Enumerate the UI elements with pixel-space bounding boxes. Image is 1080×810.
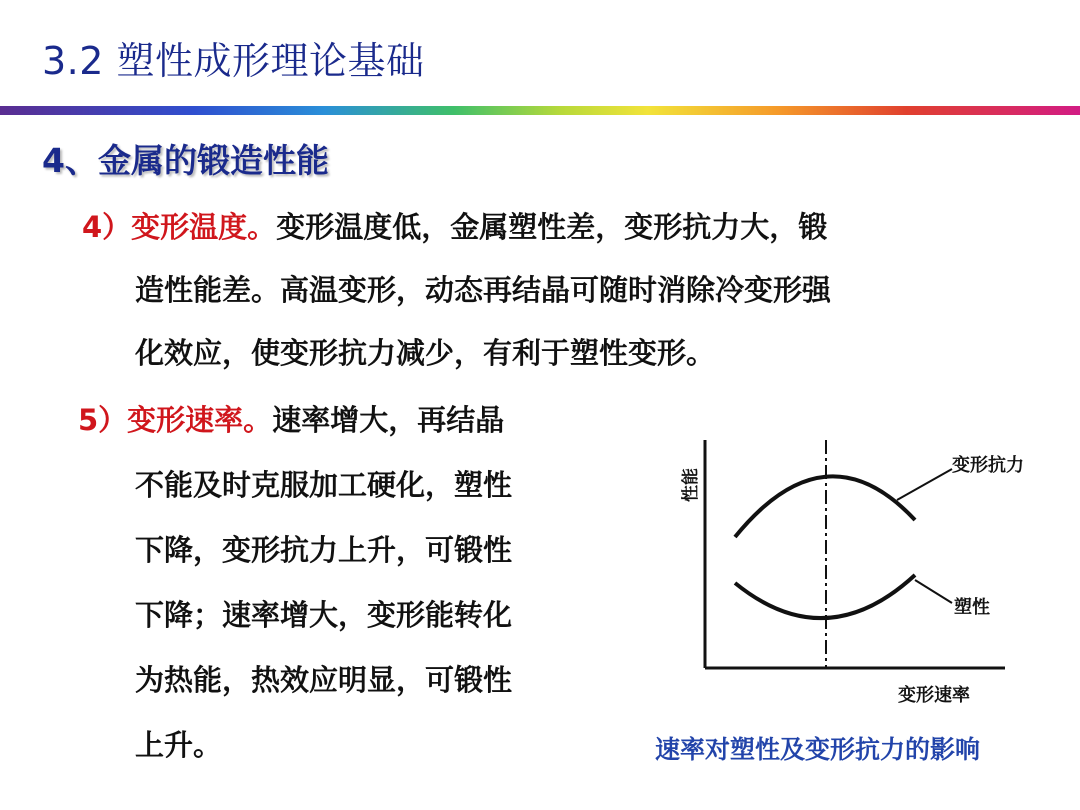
- rainbow-divider: [0, 106, 1080, 115]
- point-4-line-1: [82, 205, 827, 246]
- page-title: 3.2 塑性成形理论基础: [42, 39, 425, 83]
- rate-effect-diagram: [660, 425, 1060, 715]
- point-5-line-2: 不能及时克服加工硬化，塑性: [135, 468, 513, 502]
- point-4-label: 4）变形温度。: [82, 210, 277, 244]
- figure-caption: 速率对塑性及变形抗力的影响: [655, 735, 981, 764]
- point-4-line-2: 造性能差。高温变形，动态再结晶可随时消除冷变形强: [135, 273, 832, 307]
- section-heading: 4、金属的锻造性能: [42, 141, 329, 180]
- x-axis-label: 变形速率: [898, 685, 970, 706]
- point-5-line-4: 下降；速率增大，变形能转化: [135, 598, 513, 632]
- point-5-line-1: [78, 398, 504, 439]
- point-4-text-1: 变形温度低，金属塑性差，变形抗力大，锻: [276, 210, 828, 244]
- lower-curve-label: 塑性: [954, 597, 990, 618]
- point-4-line-3: 化效应，使变形抗力减少，有利于塑性变形。: [135, 336, 716, 370]
- lower-leader-line: [915, 580, 952, 603]
- y-axis-label: 性能: [681, 468, 701, 502]
- point-5-line-3: 下降，变形抗力上升，可锻性: [135, 533, 513, 567]
- point-5-line-5: 为热能，热效应明显，可锻性: [135, 663, 513, 697]
- point-5-label: 5）变形速率。: [78, 403, 273, 437]
- upper-leader-line: [897, 469, 952, 500]
- upper-curve-label: 变形抗力: [952, 455, 1024, 476]
- point-5-text-1: 速率增大，再结晶: [272, 403, 505, 437]
- point-5-line-6: 上升。: [135, 728, 223, 762]
